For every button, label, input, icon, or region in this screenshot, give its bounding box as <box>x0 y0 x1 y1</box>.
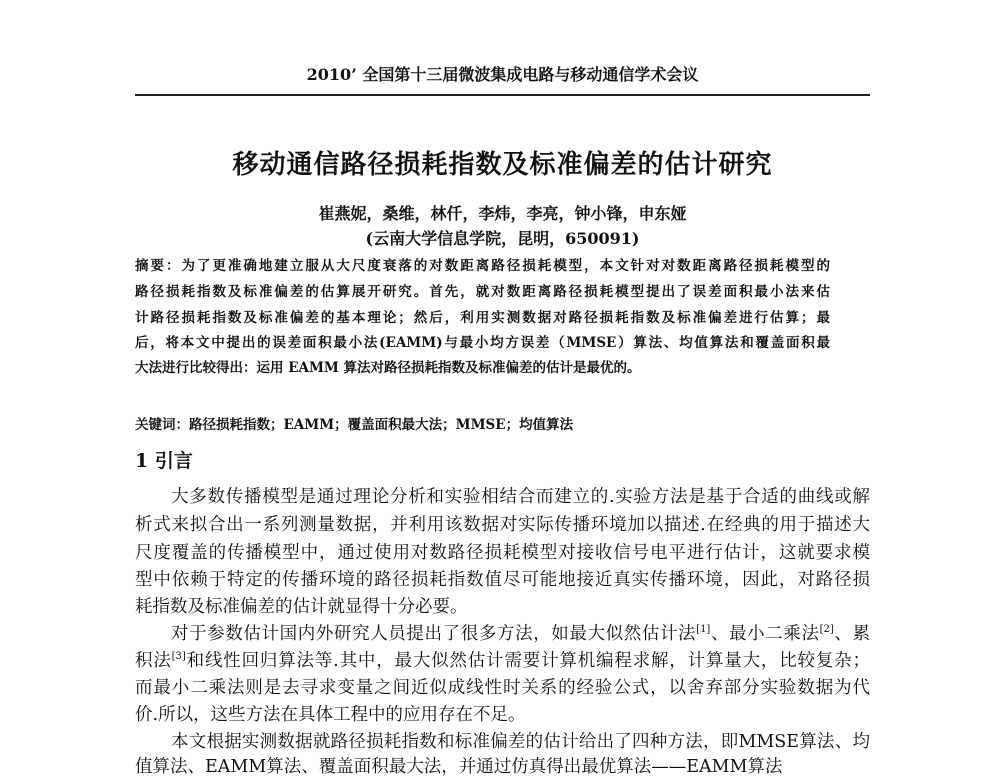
text: 积法 <box>135 651 172 671</box>
abstract-line: 大法进行比较得出：运用 EAMM 算法对路径损耗指数及标准偏差的估计是最优的。 <box>135 360 641 376</box>
text: 和线性回归算法等.其中，最大似然估计需要计算机编程求解，计算量大，比较复杂； <box>185 651 870 671</box>
body-line: 耗指数及标准偏差的估计就显得十分必要。 <box>135 597 468 617</box>
text: 、最小二乘法 <box>710 624 820 644</box>
text: 对于参数估计国内外研究人员提出了很多方法，如最大似然估计法 <box>171 624 697 644</box>
section-heading: 1 引言 <box>135 450 193 472</box>
keywords: 关键词：路径损耗指数；EAMM；覆盖面积最大法；MMSE；均值算法 <box>135 417 574 433</box>
paper-title: 移动通信路径损耗指数及标准偏差的估计研究 <box>232 150 773 180</box>
body-line: 而最小二乘法则是去寻求变量之间近似成线性时关系的经验公式，以舍弃部分实验数据为代 <box>135 678 870 698</box>
citation-ref[interactable]: [2] <box>819 624 834 636</box>
abstract-line: 摘要：为了更准确地建立服从大尺度衰落的对数距离路径损耗模型，本文针对对数距离路径损耗模型的 <box>135 258 830 274</box>
citation-ref[interactable]: [1] <box>696 624 711 636</box>
body-line: 本文根据实测数据就路径损耗指数和标准偏差的估计给出了四种方法，即MMSE算法、均 <box>171 732 870 752</box>
body-line: 值算法、EAMM算法、覆盖面积最大法，并通过仿真得出最优算法——EAMM算法 <box>135 757 783 777</box>
affiliation: (云南大学信息学院，昆明，650091) <box>365 229 640 248</box>
authors: 崔燕妮，桑维，林仟，李炜，李亮，钟小锋，申东娅 <box>318 204 687 223</box>
body-line: 析式来拟合出一系列测量数据，并利用该数据对实际传播环境加以描述.在经典的用于描述大 <box>135 515 870 535</box>
body-line: 尺度覆盖的传播模型中，通过使用对数路径损耗模型对接收信号电平进行估计，这就要求模 <box>135 543 870 563</box>
abstract-line: 后，将本文中提出的误差面积最小法(EAMM)与最小均方误差（MMSE）算法、均值算法和覆盖面积最 <box>135 335 830 351</box>
body-line <box>135 648 870 674</box>
body-line: 型中依赖于特定的传播环境的路径损耗指数值尽可能地接近真实传播环境，因此，对路径损 <box>135 570 870 590</box>
citation-ref[interactable]: [3] <box>171 651 186 663</box>
conference-header: 2010’ 全国第十三届微波集成电路与移动通信学术会议 <box>306 65 699 84</box>
body-line: 价.所以，这些方法在具体工程中的应用存在不足。 <box>135 705 526 725</box>
text: 、累 <box>833 624 870 644</box>
body-line: 大多数传播模型是通过理论分析和实验相结合而建立的.实验方法是基于合适的曲线或解 <box>171 487 870 507</box>
abstract-line: 计路径损耗指数及标准偏差的基本理论；然后，利用实测数据对路径损耗指数及标准偏差进行估算；最 <box>135 310 830 326</box>
body-line <box>171 621 870 647</box>
header-rule <box>135 94 870 96</box>
abstract-line: 路径损耗指数及标准偏差的估算展开研究。首先，就对数距离路径损耗模型提出了误差面积最小法来估 <box>135 284 830 300</box>
